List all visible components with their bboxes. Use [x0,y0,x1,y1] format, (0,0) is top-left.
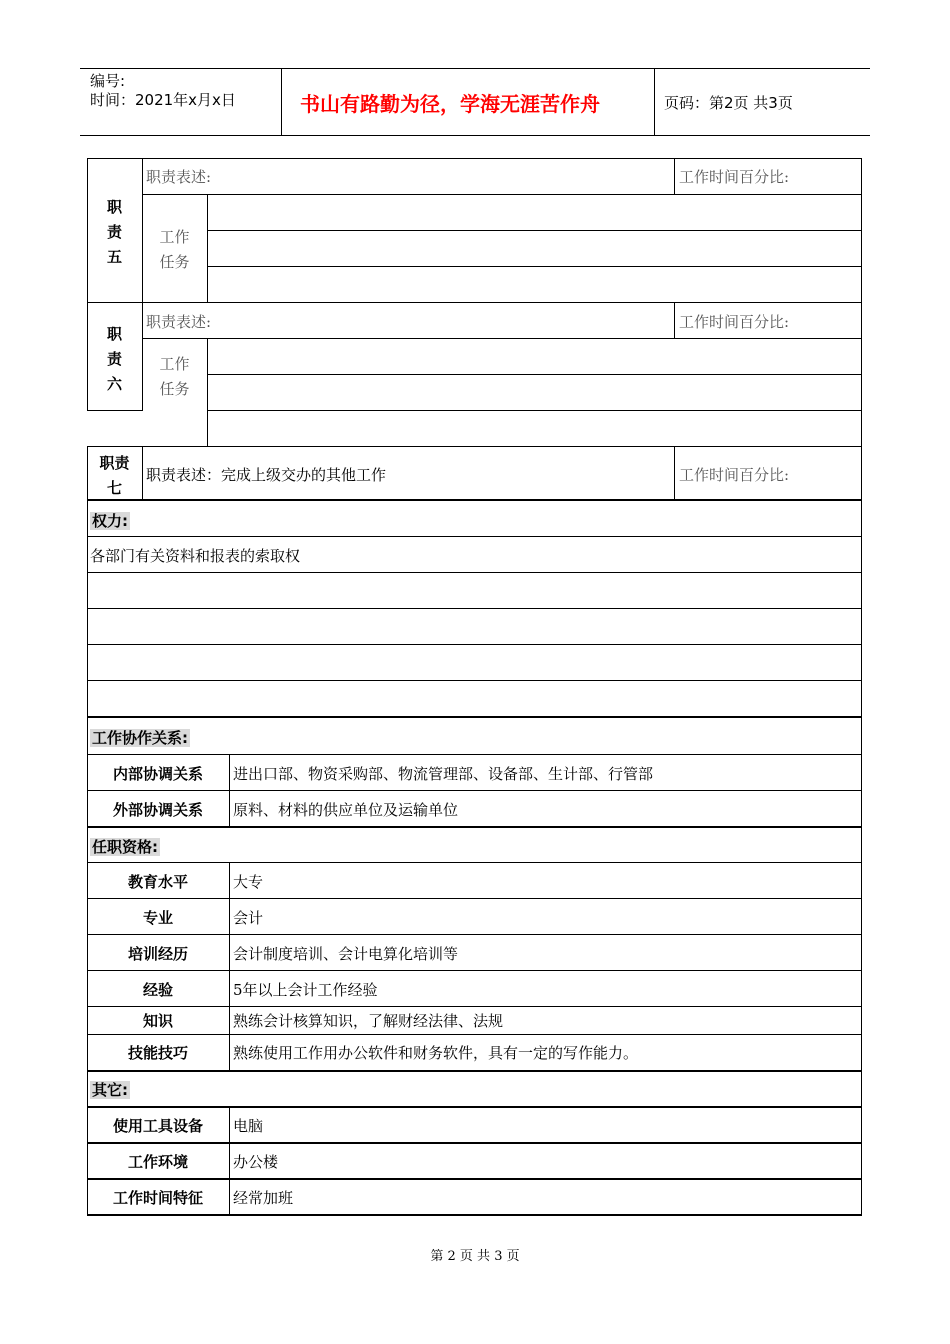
duty-six-title-char-2: 责 [106,350,122,368]
internal-coordination-label: 内部协调关系 [112,765,203,783]
authority-label [90,512,130,530]
tools-value: 电脑 [233,1117,264,1135]
page-info: 页码：第2页 共3页 [664,94,793,112]
knowledge-value: 熟练会计核算知识，了解财经法律、法规 [233,1012,504,1030]
duty-five-title-char-2: 责 [106,223,122,241]
duty-five-task-label-line1: 工作 [159,228,190,246]
external-coordination-value: 原料、材料的供应单位及运输单位 [233,801,459,819]
major-value: 会计 [233,909,264,927]
duty-six-title-char-1: 职 [106,325,122,343]
duty-five-title-char-1: 职 [106,198,122,216]
duty-seven-title-line1: 职责 [99,454,130,472]
work-time-value: 经常加班 [233,1189,294,1207]
duty-six-title-char-3: 六 [106,375,122,393]
cooperation-label-text: 工作协作关系: [92,729,188,747]
authority-item: 各部门有关资料和报表的索取权 [90,547,301,565]
duty-six-task-label-line2: 任务 [159,380,190,398]
authority-label-text: 权力: [92,512,128,530]
major-label: 专业 [142,909,173,927]
duty-six-desc-label: 职责表述: [146,313,212,331]
qualification-label-text: 任职资格: [92,838,158,856]
header-motto: 书山有路勤为径，学海无涯苦作舟 [300,92,600,116]
experience-label: 经验 [142,981,173,999]
other-label-text: 其它: [92,1081,128,1099]
training-label: 培训经历 [127,945,188,963]
skills-value: 熟练使用工作用办公软件和财务软件，具有一定的写作能力。 [233,1044,639,1062]
duty-seven-percent-label: 工作时间百分比: [679,466,790,484]
external-coordination-label: 外部协调关系 [112,801,203,819]
education-label: 教育水平 [127,873,188,891]
environment-label: 工作环境 [127,1153,188,1171]
environment-value: 办公楼 [233,1153,279,1171]
duty-five-percent-label: 工作时间百分比: [679,168,790,186]
qualification-label [90,838,160,856]
duty-five-task-label-line2: 任务 [159,253,190,271]
duty-five-desc-label: 职责表述: [146,168,212,186]
training-value: 会计制度培训、会计电算化培训等 [233,945,459,963]
cooperation-label [90,729,190,747]
duty-seven-desc: 职责表述：完成上级交办的其他工作 [146,466,387,484]
page-footer: 第 2 页 共 3 页 [430,1249,520,1264]
duty-five-title-char-3: 五 [106,248,122,266]
document-time-label: 时间：2021年x月x日 [90,91,236,109]
tools-label: 使用工具设备 [112,1117,203,1135]
duty-seven-title-line2: 七 [106,479,122,497]
document-number-label: 编号: [90,72,126,90]
other-label [90,1081,130,1099]
duty-six-task-label-line1: 工作 [159,355,190,373]
duty-six-percent-label: 工作时间百分比: [679,313,790,331]
skills-label: 技能技巧 [127,1044,188,1062]
education-value: 大专 [233,873,264,891]
experience-value: 5年以上会计工作经验 [233,981,378,999]
work-time-label: 工作时间特征 [112,1189,203,1207]
internal-coordination-value: 进出口部、物资采购部、物流管理部、设备部、生计部、行管部 [233,765,654,783]
knowledge-label: 知识 [142,1012,173,1030]
